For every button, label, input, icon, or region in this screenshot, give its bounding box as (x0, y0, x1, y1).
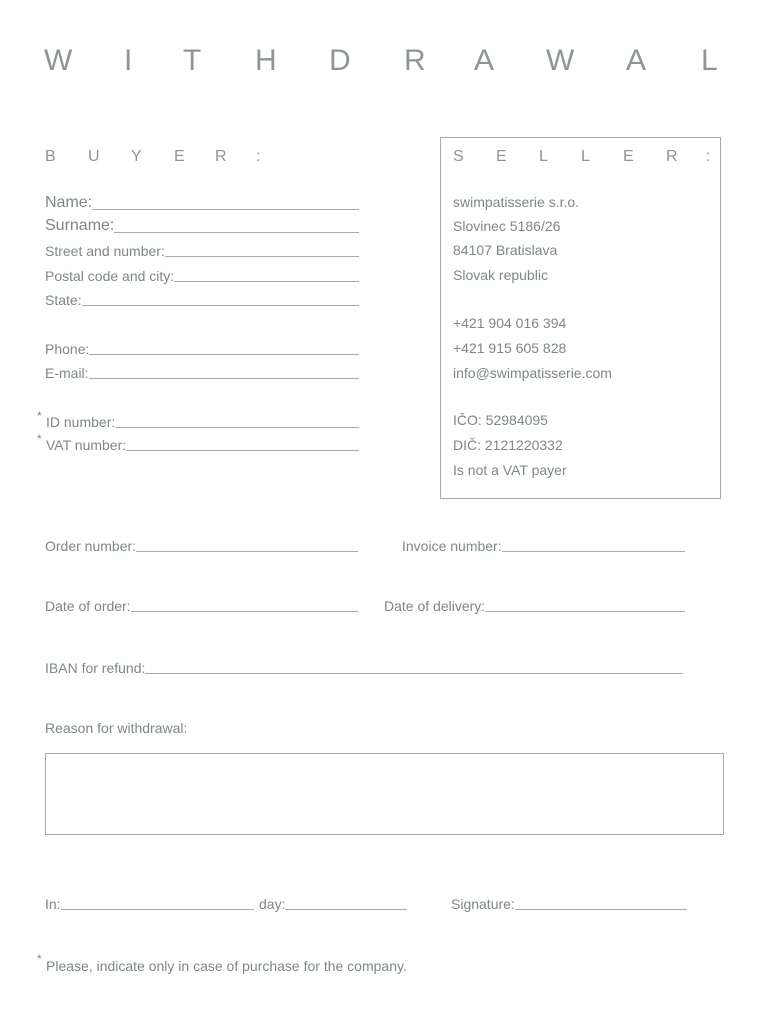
surname-field[interactable] (45, 217, 359, 235)
vat-label: VAT number: (46, 437, 127, 453)
state-line[interactable] (82, 304, 359, 306)
invoice-number-line[interactable] (502, 550, 685, 552)
buyer-heading-letter: E (174, 148, 185, 165)
date-of-order-label: Date of order: (45, 598, 131, 614)
title-letter: A (626, 44, 647, 77)
in-field[interactable] (45, 896, 254, 912)
name-line[interactable] (92, 208, 359, 210)
phone-line[interactable] (89, 353, 359, 355)
buyer-heading-letter: B (45, 148, 56, 165)
date-of-delivery-line[interactable] (485, 610, 685, 612)
vat-asterisk: * (37, 432, 42, 446)
name-label: Name: (45, 194, 93, 211)
seller-dic: DIČ: 2121220332 (453, 437, 563, 453)
seller-phone-2: +421 915 605 828 (453, 340, 567, 356)
signature-line[interactable] (515, 908, 687, 910)
id-label: ID number: (46, 414, 116, 430)
seller-heading-letter: E (623, 148, 634, 165)
seller-phone-1: +421 904 016 394 (453, 315, 567, 331)
seller-heading-letter: E (496, 148, 507, 165)
email-line[interactable] (89, 377, 359, 379)
phone-field[interactable] (45, 341, 359, 357)
invoice-number-label: Invoice number: (402, 538, 502, 554)
phone-label: Phone: (45, 341, 90, 357)
title-letter: W (546, 44, 575, 77)
seller-email: info@swimpatisserie.com (453, 365, 612, 381)
reason-textarea[interactable] (45, 753, 724, 835)
id-line[interactable] (115, 426, 359, 428)
title-letter: A (474, 44, 495, 77)
order-number-line[interactable] (136, 550, 358, 552)
buyer-heading-letter: U (88, 148, 100, 165)
id-asterisk: * (37, 409, 42, 423)
seller-heading-letter: L (539, 148, 548, 165)
seller-company: swimpatisserie s.r.o. (453, 194, 580, 210)
date-of-delivery-label: Date of delivery: (384, 598, 486, 614)
title-letter: D (329, 44, 351, 77)
title-letter: R (404, 44, 426, 77)
buyer-heading-letter: : (256, 148, 261, 165)
footnote-text: Please, indicate only in case of purchase for the company. (46, 958, 407, 974)
buyer-heading-letter: R (215, 148, 227, 165)
street-field[interactable] (45, 243, 359, 259)
vat-number-field[interactable] (46, 437, 359, 453)
surname-line[interactable] (114, 231, 359, 233)
signature-field[interactable] (451, 896, 687, 912)
day-label: day: (259, 896, 286, 912)
in-line[interactable] (61, 908, 254, 910)
seller-ico: IČO: 52984095 (453, 412, 548, 428)
in-label: In: (45, 896, 61, 912)
date-of-order-field[interactable] (45, 598, 358, 614)
email-label: E-mail: (45, 365, 89, 381)
seller-vat-note: Is not a VAT payer (453, 462, 567, 478)
seller-city: 84107 Bratislava (453, 242, 558, 258)
vat-line[interactable] (126, 449, 359, 451)
postal-line[interactable] (174, 280, 359, 282)
surname-label: Surname: (45, 217, 115, 234)
iban-line[interactable] (145, 672, 683, 674)
invoice-number-field[interactable] (402, 538, 685, 554)
street-label: Street and number: (45, 243, 165, 259)
street-line[interactable] (165, 255, 359, 257)
state-field[interactable] (45, 292, 359, 308)
footnote-asterisk: * (37, 952, 42, 966)
order-number-field[interactable] (45, 538, 358, 554)
day-field[interactable] (259, 896, 407, 912)
iban-field[interactable] (45, 660, 683, 676)
email-field[interactable] (45, 365, 359, 381)
date-of-order-line[interactable] (131, 610, 358, 612)
postal-city-field[interactable] (45, 268, 359, 284)
title-letter: I (124, 44, 133, 77)
seller-country: Slovak republic (453, 267, 548, 283)
date-of-delivery-field[interactable] (384, 598, 685, 614)
postal-label: Postal code and city: (45, 268, 175, 284)
title-letter: L (701, 44, 718, 77)
buyer-heading-letter: Y (131, 148, 142, 165)
title-letter: T (183, 44, 202, 77)
seller-heading-letter: L (581, 148, 590, 165)
title-letter: W (44, 44, 73, 77)
order-number-label: Order number: (45, 538, 137, 554)
name-field[interactable] (45, 194, 359, 212)
seller-street: Slovinec 5186/26 (453, 218, 561, 234)
title-letter: H (255, 44, 277, 77)
seller-heading-letter: : (706, 148, 711, 165)
id-number-field[interactable] (46, 414, 359, 430)
seller-heading-letter: R (666, 148, 678, 165)
iban-label: IBAN for refund: (45, 660, 146, 676)
reason-label: Reason for withdrawal: (45, 720, 188, 736)
state-label: State: (45, 292, 82, 308)
day-line[interactable] (285, 908, 407, 910)
seller-heading-letter: S (453, 148, 464, 165)
signature-label: Signature: (451, 896, 515, 912)
